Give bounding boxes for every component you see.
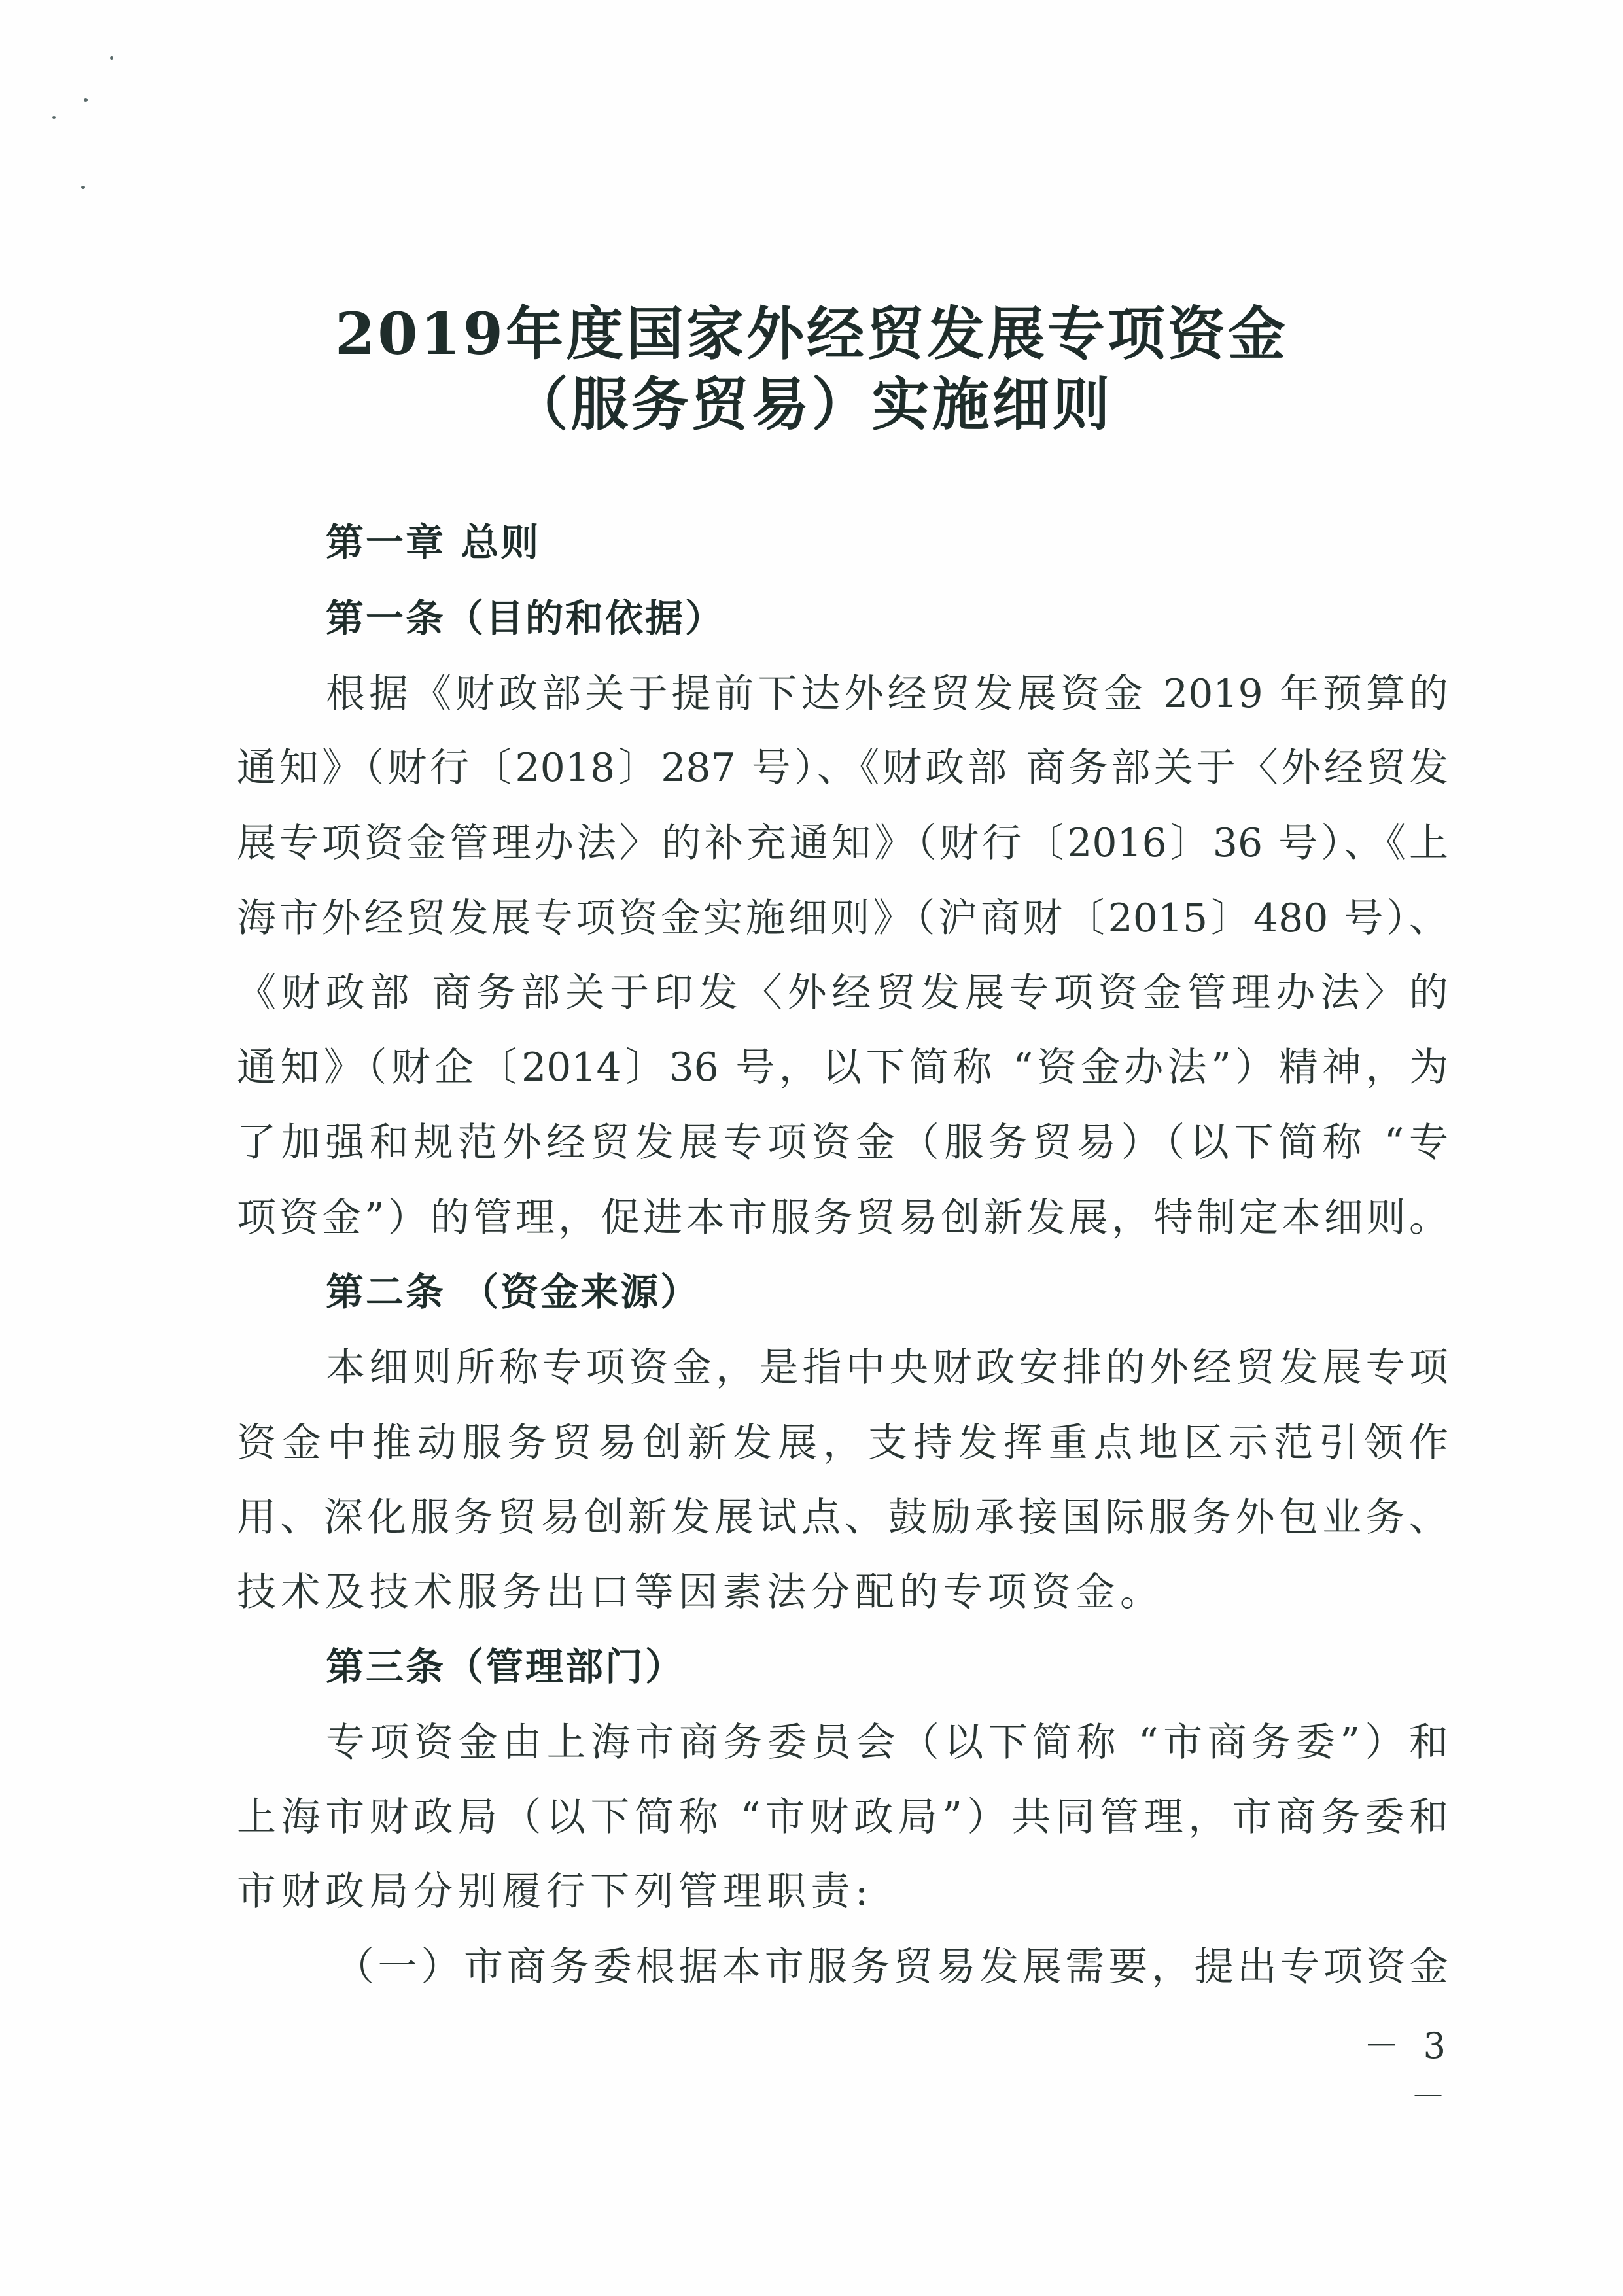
scan-speck — [52, 116, 56, 119]
article-2-heading: 第二条 （资金来源） — [326, 1270, 701, 1314]
article-1-line: 海市外经贸发展专项资金实施细则》（沪商财〔2015〕480 号）、 — [237, 896, 1448, 941]
article-3-line: 市财政局分别履行下列管理职责: — [237, 1869, 873, 1915]
page-number: － 3 － — [1363, 2025, 1452, 2117]
scan-speck — [81, 186, 85, 189]
article-3-heading: 第三条（管理部门） — [326, 1644, 686, 1689]
article-2-line: 技术及技术服务出口等因素法分配的专项资金。 — [237, 1569, 1164, 1615]
scan-speck — [84, 98, 88, 102]
article-3-line: （一）市商务委根据本市服务贸易发展需要，提出专项资金 — [335, 1944, 1448, 1990]
article-2-line: 资金中推动服务贸易创新发展，支持发挥重点地区示范引领作 — [237, 1420, 1448, 1466]
article-3-line: 上海市财政局（以下简称 “市财政局”）共同管理，市商务委和 — [237, 1794, 1448, 1840]
article-2-line: 用、深化服务贸易创新发展试点、鼓励承接国际服务外包业务、 — [237, 1495, 1448, 1540]
chapter-heading: 第一章 总则 — [326, 520, 541, 565]
article-1-line: 根据《财政部关于提前下达外经贸发展资金 2019 年预算的 — [326, 671, 1448, 717]
article-3-line: 专项资金由上海市商务委员会（以下简称 “市商务委”）和 — [326, 1720, 1448, 1765]
article-1-line: 《财政部 商务部关于印发〈外经贸发展专项资金管理办法〉的 — [237, 970, 1448, 1016]
article-1-line: 了加强和规范外经贸发展专项资金（服务贸易）（以下简称 “专 — [237, 1120, 1448, 1166]
article-1-heading: 第一条（目的和依据） — [326, 596, 725, 640]
article-1-line: 展专项资金管理办法〉的补充通知》（财行〔2016〕36 号）、《上 — [237, 820, 1448, 866]
scan-speck — [110, 56, 113, 60]
document-title-line-1: 2019年度国家外经贸发展专项资金 — [335, 300, 1288, 368]
article-1-line: 通知》（财行〔2018〕287 号）、《财政部 商务部关于〈外经贸发 — [237, 745, 1448, 791]
document-title-line-2: （服务贸易）实施细则 — [510, 370, 1113, 438]
article-2-line: 本细则所称专项资金，是指中央财政安排的外经贸发展专项 — [326, 1345, 1448, 1391]
article-1-line: 通知》（财企〔2014〕36 号，以下简称 “资金办法”）精神，为 — [237, 1045, 1448, 1090]
article-1-line: 项资金”）的管理，促进本市服务贸易创新发展，特制定本细则。 — [237, 1195, 1448, 1241]
